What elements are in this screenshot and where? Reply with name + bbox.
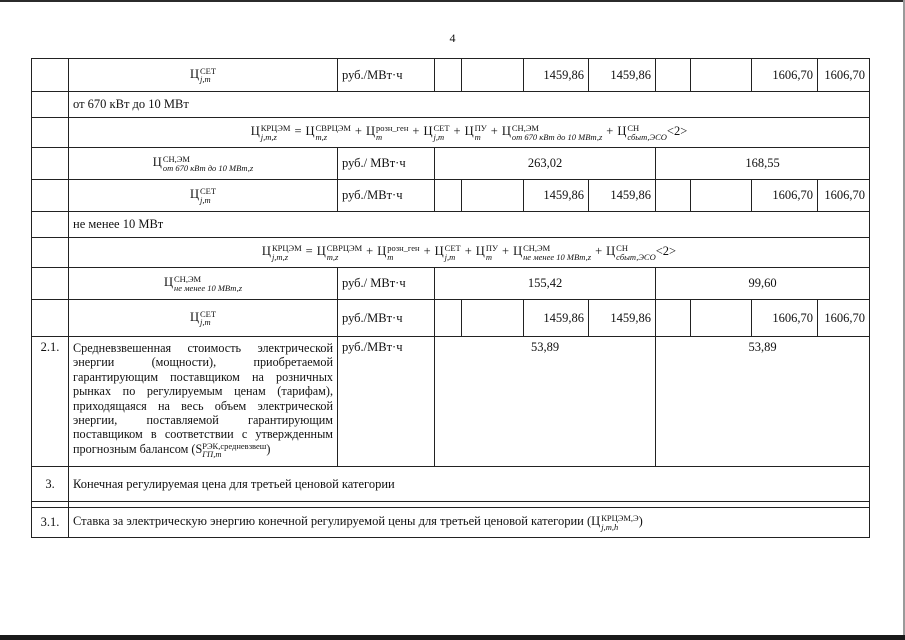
table-row — [32, 300, 870, 337]
cell-unit: руб./МВт·ч — [338, 337, 435, 467]
table-row — [32, 59, 870, 92]
cell-value: 1459,86 — [524, 59, 589, 92]
cell-value: 1606,70 — [818, 59, 870, 92]
cell-symbol: Ц СЕТ j,m — [69, 300, 338, 337]
cell-symbol: Ц СЕТ j,m — [69, 59, 338, 92]
cell-value: 155,42 — [435, 268, 656, 300]
cell-symbol: Ц СН,ЭМ от 670 кВт до 10 МВт,z — [69, 148, 338, 180]
section-header: не менее 10 МВт — [69, 212, 870, 238]
cell-value: 1459,86 — [589, 180, 656, 212]
cell-unit: руб./МВт·ч — [338, 59, 435, 92]
cell-unit: руб./МВт·ч — [338, 180, 435, 212]
cell-number — [32, 59, 69, 92]
table-row — [32, 118, 870, 148]
page-number: 4 — [449, 31, 456, 45]
cell-unit: руб./ МВт·ч — [338, 148, 435, 180]
item-text: Ставка за электрическую энергию конечной регулируемой цены для третьей ценовой категории (Ц КРЦЭМ,Э j,m,h ) — [69, 508, 870, 538]
cell-value: 263,02 — [435, 148, 656, 180]
formula: Ц КРЦЭМ j,m,z = Ц СВРЦЭМ m,z + Ц розн_ген m + Ц СЕТ j,m + Ц ПУ m + Ц СН,ЭМ от 670 кВт до 10 МВт,z + Ц СН сбыт,ЭСО <2> — [69, 118, 870, 148]
cell-value: 1606,70 — [818, 180, 870, 212]
cell-symbol: Ц СН,ЭМ не менее 10 МВт,z — [69, 268, 338, 300]
cell-value: 1459,86 — [589, 300, 656, 337]
table-row-3 — [32, 467, 870, 502]
cell-value: 1459,86 — [589, 59, 656, 92]
item-text: Конечная регулируемая цена для третьей ценовой категории — [69, 467, 870, 502]
table-row — [32, 180, 870, 212]
cell-value: 1606,70 — [752, 300, 818, 337]
cell-value: 53,89 — [435, 337, 656, 467]
table-row — [32, 212, 870, 238]
formula: Ц КРЦЭМ j,m,z = Ц СВРЦЭМ m,z + Ц розн_ген m + Ц СЕТ j,m + Ц ПУ m + Ц СН,ЭМ не менее 10 МВт,z + Ц СН сбыт,ЭСО <2> — [69, 238, 870, 268]
cell-value: 1606,70 — [818, 300, 870, 337]
cell-symbol: Ц СЕТ j,m — [69, 180, 338, 212]
section-header: от 670 кВт до 10 МВт — [69, 92, 870, 118]
table-row — [32, 268, 870, 300]
scan-top-border — [0, 0, 905, 2]
cell-value: 1459,86 — [524, 300, 589, 337]
item-number: 3.1. — [32, 508, 69, 538]
cell-value: 99,60 — [656, 268, 870, 300]
item-number: 3. — [32, 467, 69, 502]
cell-unit: руб./ МВт·ч — [338, 268, 435, 300]
item-number: 2.1. — [32, 337, 69, 467]
table-row-2-1 — [32, 337, 870, 467]
scan-bottom-border — [0, 635, 905, 640]
table-row — [32, 92, 870, 118]
cell-value: 1606,70 — [752, 59, 818, 92]
cell-unit: руб./МВт·ч — [338, 300, 435, 337]
item-description: Средневзвешенная стоимость электрической энергии (мощности), приобретаемой гарантирующим поставщиком на розничных рынках по регулируемым ценам (тарифам), приходящаяся на весь объем электрической энергии, поставляемой гарантирующим поставщиком в соответствии с утвержденным прогнозным балансом (S РЭК,средневзвеш ГП,m ) — [69, 337, 338, 467]
table-row-3-1 — [32, 508, 870, 538]
cell-value: 168,55 — [656, 148, 870, 180]
cell-value: 1606,70 — [752, 180, 818, 212]
table-row — [32, 148, 870, 180]
table-row — [32, 238, 870, 268]
cell-value: 1459,86 — [524, 180, 589, 212]
tariff-table — [31, 58, 870, 538]
cell-value: 53,89 — [656, 337, 870, 467]
